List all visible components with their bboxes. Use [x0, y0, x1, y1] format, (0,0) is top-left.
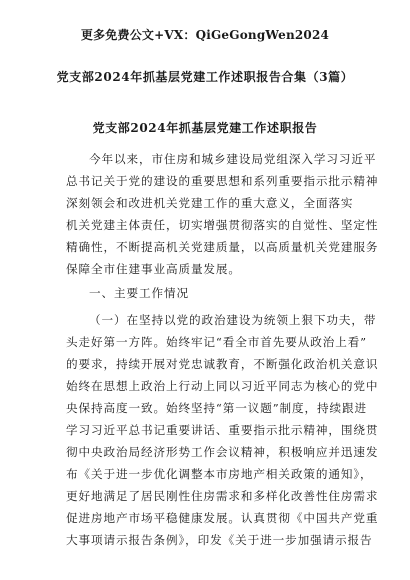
para1-line-11: 大事项请示报告条例》，印发《关于进一步加强请示报告 — [66, 533, 373, 547]
para1-line-3: 的要求，持续开展对党忠诚教育，不断强化政治机关意识 — [66, 357, 379, 371]
para1-line-9: 更好地满足了居民刚性住房需求和多样化改善性住房需求 — [66, 489, 379, 503]
intro-line-4: 机关党建主体责任，切实增强贯彻落实的自觉性、坚定性 — [66, 218, 379, 232]
para1-line-5: 央保持高度一致。始终坚持“第一议题”制度，持续跟进 — [66, 401, 368, 415]
watermark-header: 更多免费公文+VX：QiGeGongWen2024 — [80, 28, 330, 42]
para1-line-1: （一）在坚持以党的政治建设为统领上狠下功夫，带 — [89, 313, 377, 327]
intro-line-6: 保障全市住建事业高质量发展。 — [66, 262, 241, 276]
intro-line-2: 总书记关于党的建设的重要思想和系列重要指示批示精神 — [66, 174, 379, 188]
section-heading: 一、主要工作情况 — [89, 286, 189, 300]
intro-line-3: 深刻领会和改进机关党建工作的重大意义，全面落实 — [66, 196, 354, 210]
para1-line-4: 始终在思想上政治上行动上同以习近平同志为核心的党中 — [66, 379, 379, 393]
para1-line-8: 布《关于进一步优化调整本市房地产相关政策的通知》， — [66, 467, 373, 481]
para1-line-2: 头走好第一方阵。始终牢记“看全市首先要从政治上看” — [66, 335, 368, 349]
document-title: 党支部2024年抓基层党建工作述职报告 — [92, 121, 318, 135]
intro-line-5: 精确性，不断提高机关党建质量，以高质量机关党建服务 — [66, 240, 379, 254]
para1-line-10: 促进房地产市场平稳健康发展。认真贯彻《中国共产党重 — [66, 511, 379, 525]
collection-title: 党支部2024年抓基层党建工作述职报告合集（3篇） — [56, 70, 354, 84]
intro-line-1: 今年以来，市住房和城乡建设局党组深入学习习近平 — [89, 152, 377, 166]
para1-line-7: 彻中央政治局经济形势工作会议精神，积极响应并迅速发 — [66, 445, 379, 459]
para1-line-6: 学习习近平总书记重要讲话、重要指示批示精神，围绕贯 — [66, 423, 379, 437]
